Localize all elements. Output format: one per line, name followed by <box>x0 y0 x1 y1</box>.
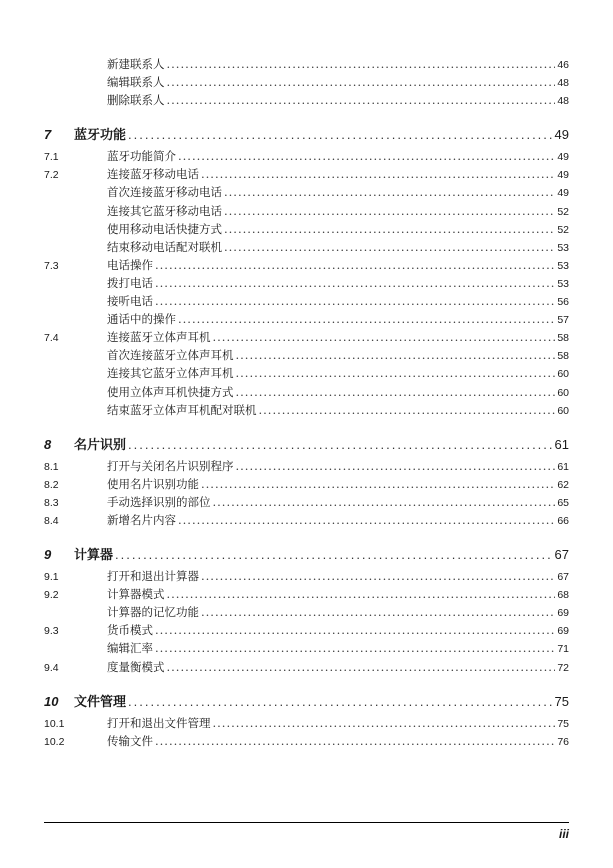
toc-entry-page-number: 60 <box>557 368 569 381</box>
toc-entry-page-number: 71 <box>557 643 569 656</box>
toc-entry-title: 计算器模式 <box>107 587 165 602</box>
toc-entry-number: 9.4 <box>44 661 59 674</box>
toc-section-entry[interactable] <box>44 511 569 529</box>
toc-subsection-entry[interactable] <box>44 202 569 220</box>
chapter-spacer <box>44 676 569 690</box>
dot-leader <box>167 73 556 91</box>
toc-entry-title: 通话中的操作 <box>107 312 176 327</box>
toc-subsection-entry[interactable] <box>44 364 569 382</box>
toc-entry-title: 结束移动电话配对联机 <box>107 239 222 254</box>
toc-entry-page-number: 58 <box>557 350 569 363</box>
toc-entry-number: 7.1 <box>44 151 59 164</box>
toc-entry-number: 9.1 <box>44 571 59 584</box>
toc-section-entry[interactable] <box>44 147 569 165</box>
toc-entry-title: 使用名片识别功能 <box>107 476 199 491</box>
dot-leader <box>178 147 555 165</box>
dot-leader <box>201 165 555 183</box>
toc-entry-page-number: 67 <box>557 571 569 584</box>
dot-leader <box>236 457 556 475</box>
toc-entry-number: 8.1 <box>44 460 59 473</box>
dot-leader <box>178 310 555 328</box>
toc-entry-page-number: 49 <box>557 151 569 164</box>
toc-section-entry[interactable] <box>44 658 569 676</box>
dot-leader <box>213 714 556 732</box>
dot-leader <box>201 475 555 493</box>
toc-entry-number: 9 <box>44 547 52 563</box>
dot-leader <box>115 543 553 567</box>
toc-entry-title: 新增名片内容 <box>107 512 176 527</box>
chapter-spacer <box>44 529 569 543</box>
dot-leader <box>167 55 556 73</box>
toc-entry-title: 文件管理 <box>74 693 127 709</box>
dot-leader <box>224 238 555 256</box>
toc-entry-title: 使用立体声耳机快捷方式 <box>107 384 234 399</box>
toc-subsection-entry[interactable] <box>44 292 569 310</box>
toc-entry-page-number: 56 <box>557 296 569 309</box>
toc-subsection-entry[interactable] <box>44 346 569 364</box>
toc-entry-page-number: 61 <box>557 460 569 473</box>
toc-entry-number: 8.4 <box>44 514 59 527</box>
toc-entry-page-number: 66 <box>557 514 569 527</box>
toc-entry-title: 打开与关闭名片识别程序 <box>107 458 234 473</box>
toc-section-entry[interactable] <box>44 732 569 750</box>
dot-leader <box>167 91 556 109</box>
toc-subsection-entry[interactable] <box>44 238 569 256</box>
toc-entry-number: 10 <box>44 693 59 709</box>
toc-section-entry[interactable] <box>44 714 569 732</box>
toc-entry-title: 打开和退出计算器 <box>107 569 199 584</box>
toc-entry-title: 使用移动电话快捷方式 <box>107 221 222 236</box>
toc-section-entry[interactable] <box>44 621 569 639</box>
toc-entry-number: 10.1 <box>44 717 65 730</box>
dot-leader <box>178 511 555 529</box>
toc-entry-title: 拨打电话 <box>107 275 153 290</box>
dot-leader <box>155 621 555 639</box>
toc-entry-title: 蓝牙功能简介 <box>107 149 176 164</box>
toc-entry-page-number: 61 <box>554 436 569 452</box>
toc-section-entry[interactable] <box>44 165 569 183</box>
toc-subsection-entry[interactable] <box>44 401 569 419</box>
toc-section-entry[interactable] <box>44 585 569 603</box>
toc-entry-number: 7 <box>44 127 52 143</box>
dot-leader <box>155 639 555 657</box>
toc-entry-title: 首次连接蓝牙立体声耳机 <box>107 348 234 363</box>
toc-entry-title: 蓝牙功能 <box>74 127 127 143</box>
toc-entry-page-number: 53 <box>557 277 569 290</box>
footer-rule <box>44 822 569 823</box>
toc-entry-number: 7.2 <box>44 169 59 182</box>
toc-entry-page-number: 76 <box>557 735 569 748</box>
dot-leader <box>167 658 556 676</box>
toc-entry-title: 电话操作 <box>107 257 153 272</box>
dot-leader <box>167 585 556 603</box>
toc-entry-title: 结束蓝牙立体声耳机配对联机 <box>107 402 257 417</box>
toc-entry-title: 删除联系人 <box>107 93 165 108</box>
toc-section-entry[interactable] <box>44 475 569 493</box>
dot-leader <box>213 328 556 346</box>
dot-leader <box>155 292 555 310</box>
toc-entry-page-number: 49 <box>554 127 569 143</box>
toc-entry-page-number: 69 <box>557 607 569 620</box>
dot-leader <box>236 383 556 401</box>
toc-entry-page-number: 72 <box>557 661 569 674</box>
dot-leader <box>155 732 555 750</box>
toc-entry-title: 度量衡模式 <box>107 659 165 674</box>
dot-leader <box>128 123 553 147</box>
toc-entry-title: 手动选择识别的部位 <box>107 494 211 509</box>
dot-leader <box>224 220 555 238</box>
toc-subsection-entry[interactable] <box>44 73 569 91</box>
toc-entry-page-number: 75 <box>554 693 569 709</box>
toc-subsection-entry[interactable] <box>44 183 569 201</box>
toc-entry-title: 打开和退出文件管理 <box>107 715 211 730</box>
toc-entry-number: 8 <box>44 436 52 452</box>
toc-entry-page-number: 60 <box>557 404 569 417</box>
dot-leader <box>128 433 553 457</box>
dot-leader <box>213 493 556 511</box>
dot-leader <box>259 401 556 419</box>
dot-leader <box>128 690 553 714</box>
toc-entry-page-number: 52 <box>557 205 569 218</box>
toc-entry-number: 10.2 <box>44 735 65 748</box>
dot-leader <box>236 364 556 382</box>
toc-entry-title: 连接其它蓝牙移动电话 <box>107 203 222 218</box>
dot-leader <box>201 603 555 621</box>
toc-section-entry[interactable] <box>44 457 569 475</box>
dot-leader <box>155 256 555 274</box>
toc-entry-page-number: 48 <box>557 95 569 108</box>
toc-subsection-entry[interactable] <box>44 55 569 73</box>
toc-entry-title: 货币模式 <box>107 623 153 638</box>
toc-entry-title: 编辑汇率 <box>107 641 153 656</box>
toc-chapter-entry[interactable] <box>44 433 569 457</box>
toc-subsection-entry[interactable] <box>44 310 569 328</box>
toc-section-entry[interactable] <box>44 493 569 511</box>
footer-page-number: iii <box>558 827 569 841</box>
toc-entry-title: 传输文件 <box>107 733 153 748</box>
toc-subsection-entry[interactable] <box>44 220 569 238</box>
toc-entry-title: 编辑联系人 <box>107 75 165 90</box>
toc-entry-number: 9.2 <box>44 589 59 602</box>
toc-entry-page-number: 65 <box>557 496 569 509</box>
toc-entry-page-number: 49 <box>557 187 569 200</box>
toc-entry-page-number: 67 <box>554 547 569 563</box>
toc-subsection-entry[interactable] <box>44 383 569 401</box>
toc-subsection-entry[interactable] <box>44 274 569 292</box>
toc-entry-number: 9.3 <box>44 625 59 638</box>
toc-chapter-entry[interactable] <box>44 543 569 567</box>
dot-leader <box>224 183 555 201</box>
toc-entry-title: 新建联系人 <box>107 57 165 71</box>
toc-entry-title: 连接蓝牙移动电话 <box>107 167 199 182</box>
toc-entry-title: 名片识别 <box>74 436 127 452</box>
dot-leader <box>224 202 555 220</box>
toc-section-entry[interactable] <box>44 256 569 274</box>
toc-entry-page-number: 68 <box>557 589 569 602</box>
toc-entry-page-number: 62 <box>557 478 569 491</box>
toc-entry-title: 接听电话 <box>107 294 153 309</box>
toc-entry-number: 8.2 <box>44 478 59 491</box>
toc-entry-page-number: 53 <box>557 259 569 272</box>
toc-entry-page-number: 75 <box>557 717 569 730</box>
toc-subsection-entry[interactable] <box>44 639 569 657</box>
toc-chapter-entry[interactable] <box>44 690 569 714</box>
toc-entry-number: 7.3 <box>44 259 59 272</box>
chapter-spacer <box>44 419 569 433</box>
toc-entry-page-number: 57 <box>557 314 569 327</box>
dot-leader <box>155 274 555 292</box>
toc-section-entry[interactable] <box>44 328 569 346</box>
toc-entry-page-number: 58 <box>557 332 569 345</box>
table-of-contents <box>44 55 569 750</box>
toc-entry-title: 首次连接蓝牙移动电话 <box>107 185 222 200</box>
toc-entry-title: 连接其它蓝牙立体声耳机 <box>107 366 234 381</box>
dot-leader <box>236 346 556 364</box>
toc-subsection-entry[interactable] <box>44 603 569 621</box>
toc-entry-page-number: 60 <box>557 386 569 399</box>
toc-entry-page-number: 53 <box>557 241 569 254</box>
toc-section-entry[interactable] <box>44 567 569 585</box>
toc-entry-title: 计算器的记忆功能 <box>107 605 199 620</box>
toc-entry-page-number: 69 <box>557 625 569 638</box>
toc-entry-title: 计算器 <box>74 547 114 563</box>
toc-entry-page-number: 48 <box>557 77 569 90</box>
toc-entry-page-number: 52 <box>557 223 569 236</box>
toc-entry-number: 7.4 <box>44 332 59 345</box>
toc-entry-page-number: 49 <box>557 169 569 182</box>
dot-leader <box>201 567 555 585</box>
toc-entry-title: 连接蓝牙立体声耳机 <box>107 330 211 345</box>
toc-subsection-entry[interactable] <box>44 91 569 109</box>
toc-entry-number: 8.3 <box>44 496 59 509</box>
chapter-spacer <box>44 109 569 123</box>
toc-chapter-entry[interactable] <box>44 123 569 147</box>
toc-entry-page-number: 46 <box>557 59 569 71</box>
